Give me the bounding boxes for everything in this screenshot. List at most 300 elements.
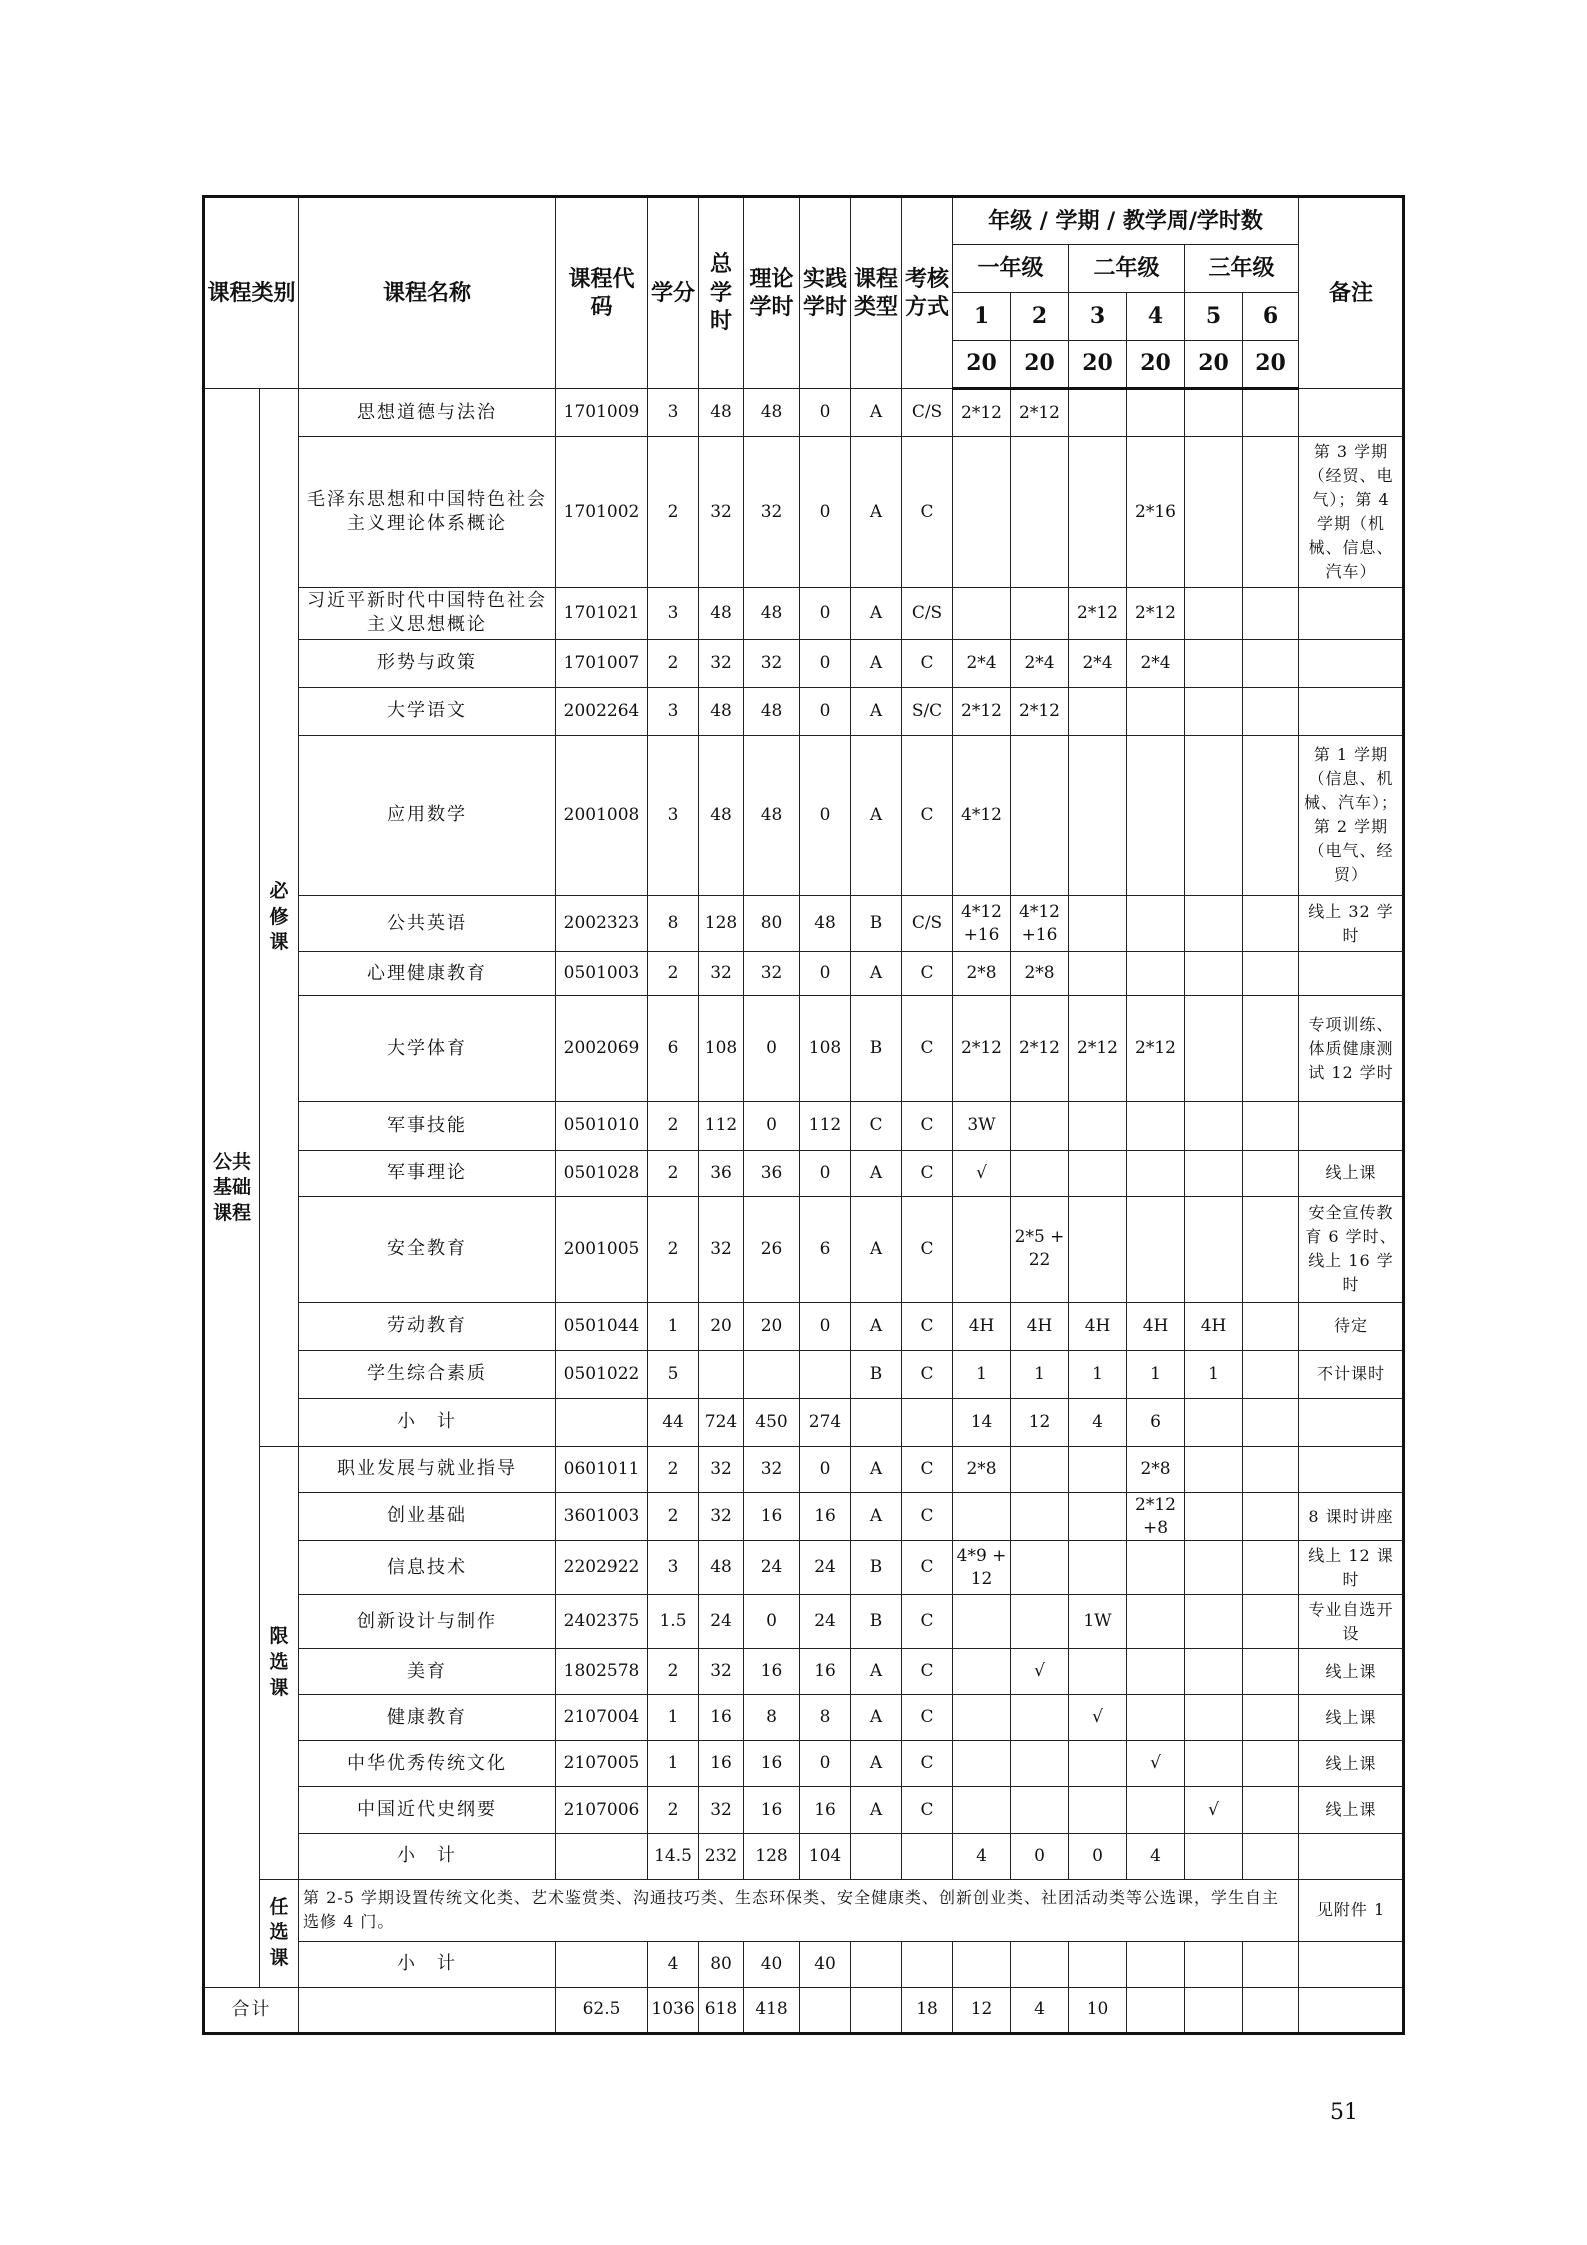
table-row	[204, 1649, 1404, 1695]
semester-2-cell	[1011, 1787, 1069, 1833]
course-code: 2002069	[556, 996, 648, 1102]
semester-3-cell	[1069, 1102, 1127, 1150]
semester-6-cell	[1243, 735, 1299, 895]
course-credit: 14.5	[648, 1833, 699, 1879]
course-credit: 6	[648, 996, 699, 1102]
course-credit: 5	[648, 1350, 699, 1398]
semester-6-cell	[1243, 952, 1299, 996]
course-remark: 8 课时讲座	[1299, 1493, 1404, 1541]
semester-3-cell	[1069, 735, 1127, 895]
course-total-hours: 32	[699, 1787, 744, 1833]
section-elective: 任选课	[260, 1879, 299, 1987]
semester-3-cell	[1069, 687, 1127, 735]
semester-6-cell	[1243, 1741, 1299, 1787]
course-code: 0501010	[556, 1102, 648, 1150]
semester-5-cell	[1185, 952, 1243, 996]
course-name: 形势与政策	[299, 639, 556, 687]
course-code: 0601011	[556, 1446, 648, 1492]
course-code: 2002264	[556, 687, 648, 735]
course-code: 1701002	[556, 437, 648, 587]
header-course-type: 课程类型	[851, 197, 902, 389]
header-credit: 学分	[648, 197, 699, 389]
semester-6-cell	[1243, 996, 1299, 1102]
course-type: A	[851, 1302, 902, 1350]
grand-total-row	[204, 1987, 1404, 2033]
semester-2-cell	[1011, 587, 1069, 639]
course-remark: 专业自选开设	[1299, 1595, 1404, 1649]
course-credit: 1	[648, 1695, 699, 1741]
course-name: 安全教育	[299, 1196, 556, 1302]
elective-description: 第 2-5 学期设置传统文化类、艺术鉴赏类、沟通技巧类、生态环保类、安全健康类、创新创业类、社团活动类等公选课，学生自主选修 4 门。	[299, 1879, 1299, 1941]
course-total-hours: 48	[699, 1541, 744, 1595]
semester-3-cell: 2*12	[1069, 587, 1127, 639]
semester-6-cell	[1243, 1196, 1299, 1302]
elective-remark: 见附件 1	[1299, 1879, 1404, 1941]
semester-1-cell	[953, 1595, 1011, 1649]
course-type: B	[851, 1595, 902, 1649]
course-name: 思想道德与法治	[299, 389, 556, 437]
semester-1-cell	[953, 437, 1011, 587]
table-row	[204, 1787, 1404, 1833]
semester-6-cell	[1243, 1541, 1299, 1595]
semester-6-cell	[1185, 1987, 1243, 2033]
header-remarks: 备注	[1299, 197, 1404, 389]
semester-5-cell: √	[1185, 1787, 1243, 1833]
header-total-hours: 总学时	[699, 197, 744, 389]
course-credit: 1.5	[648, 1595, 699, 1649]
course-practice-hours: 0	[800, 389, 851, 437]
course-code: 3601003	[556, 1493, 648, 1541]
table-row	[204, 1595, 1404, 1649]
empty-cell	[1127, 1941, 1185, 1987]
semester-6-cell	[1243, 1398, 1299, 1446]
course-remark: 线上课	[1299, 1695, 1404, 1741]
semester-6-cell	[1243, 1833, 1299, 1879]
semester-4-cell	[1127, 1595, 1185, 1649]
semester-4-cell	[1127, 1196, 1185, 1302]
course-assessment	[851, 1987, 902, 2033]
course-theory-hours: 128	[744, 1833, 800, 1879]
course-code: 2001005	[556, 1196, 648, 1302]
course-code: 0501022	[556, 1350, 648, 1398]
course-total-hours: 20	[699, 1302, 744, 1350]
semester-5-cell: 4H	[1185, 1302, 1243, 1350]
course-remark: 线上 12 课时	[1299, 1541, 1404, 1595]
empty-cell	[1069, 1941, 1127, 1987]
semester-1-cell	[953, 1196, 1011, 1302]
header-category: 课程类别	[204, 197, 299, 389]
category-public-basic: 公共基础课程	[204, 389, 260, 1987]
semester-6-cell	[1243, 1493, 1299, 1541]
course-practice-hours: 0	[800, 735, 851, 895]
header-name: 课程名称	[299, 197, 556, 389]
course-theory-hours: 32	[744, 639, 800, 687]
semester-2-cell	[1011, 1446, 1069, 1492]
course-credit: 4	[648, 1941, 699, 1987]
course-practice-hours: 24	[800, 1541, 851, 1595]
header-year2: 二年级	[1069, 245, 1185, 293]
table-row	[204, 1541, 1404, 1595]
semester-2-cell: 2*12	[1011, 687, 1069, 735]
semester-4-cell	[1127, 687, 1185, 735]
semester-3-cell	[1069, 1649, 1127, 1695]
course-type: A	[851, 437, 902, 587]
course-credit: 2	[648, 1493, 699, 1541]
semester-2-cell	[1011, 1150, 1069, 1196]
course-remark: 第 3 学期（经贸、电气）；第 4 学期（机械、信息、汽车）	[1299, 437, 1404, 587]
semester-6-cell	[1243, 389, 1299, 437]
semester-3-cell	[1069, 389, 1127, 437]
course-practice-hours: 8	[800, 1695, 851, 1741]
course-assessment: C	[902, 1350, 953, 1398]
course-remark	[1299, 1398, 1404, 1446]
course-assessment: C	[902, 952, 953, 996]
semester-1-cell	[953, 1649, 1011, 1695]
course-assessment: C/S	[902, 587, 953, 639]
semester-4-cell: 2*12	[1127, 996, 1185, 1102]
course-type: A	[851, 389, 902, 437]
semester-5-cell	[1185, 1833, 1243, 1879]
course-code	[556, 1941, 648, 1987]
semester-3-cell: 4	[1011, 1987, 1069, 2033]
table-row	[204, 639, 1404, 687]
semester-1-cell	[953, 587, 1011, 639]
course-code: 0501044	[556, 1302, 648, 1350]
semester-1-cell	[953, 1787, 1011, 1833]
course-practice-hours: 0	[800, 587, 851, 639]
course-type: A	[851, 735, 902, 895]
course-credit: 2	[648, 952, 699, 996]
semester-5-cell	[1185, 1649, 1243, 1695]
table-row	[204, 1446, 1404, 1492]
semester-3-cell: √	[1069, 1695, 1127, 1741]
course-code: 1701021	[556, 587, 648, 639]
course-total-hours: 112	[699, 1102, 744, 1150]
semester-5-cell	[1185, 389, 1243, 437]
table-body	[204, 197, 1404, 2034]
course-code: 2402375	[556, 1595, 648, 1649]
semester-2-cell: 1	[1011, 1350, 1069, 1398]
course-assessment: C	[902, 1741, 953, 1787]
semester-4-cell	[1127, 1787, 1185, 1833]
course-name: 美育	[299, 1649, 556, 1695]
semester-6-cell	[1243, 1102, 1299, 1150]
semester-4-cell: 6	[1127, 1398, 1185, 1446]
semester-1-cell: 2*4	[953, 639, 1011, 687]
semester-6-cell	[1243, 1787, 1299, 1833]
course-code: 2107005	[556, 1741, 648, 1787]
semester-6-cell	[1243, 1649, 1299, 1695]
course-type: A	[851, 1493, 902, 1541]
course-type	[800, 1987, 851, 2033]
course-code: 0501028	[556, 1150, 648, 1196]
course-name: 信息技术	[299, 1541, 556, 1595]
semester-6-cell	[1243, 687, 1299, 735]
course-theory-hours: 80	[744, 896, 800, 952]
course-assessment: C	[902, 1102, 953, 1150]
semester-5-cell	[1185, 437, 1243, 587]
semester-3-cell: 1W	[1069, 1595, 1127, 1649]
course-total-hours: 32	[699, 952, 744, 996]
semester-3-cell	[1069, 437, 1127, 587]
semester-4-cell: 2*16	[1127, 437, 1185, 587]
course-remark	[1299, 639, 1404, 687]
course-assessment: S/C	[902, 687, 953, 735]
semester-2-cell: 4H	[1011, 1302, 1069, 1350]
empty-cell	[953, 1941, 1011, 1987]
course-type: A	[851, 639, 902, 687]
course-total-hours: 16	[699, 1741, 744, 1787]
semester-1-cell: 18	[902, 1987, 953, 2033]
course-theory-hours: 16	[744, 1787, 800, 1833]
course-total-hours: 232	[699, 1833, 744, 1879]
semester-2-cell: 2*4	[1011, 639, 1069, 687]
table-row	[204, 735, 1404, 895]
table-row	[204, 1196, 1404, 1302]
table-row	[204, 587, 1404, 639]
course-assessment: C	[902, 639, 953, 687]
header-weeks: 20	[1011, 341, 1069, 389]
course-name: 创新设计与制作	[299, 1595, 556, 1649]
semester-5-cell	[1185, 735, 1243, 895]
course-name: 大学体育	[299, 996, 556, 1102]
course-theory-hours: 0	[744, 1595, 800, 1649]
course-remark	[1299, 389, 1404, 437]
course-practice-hours: 0	[800, 1741, 851, 1787]
semester-4-cell: 2*12	[1127, 587, 1185, 639]
course-total-hours: 32	[699, 437, 744, 587]
semester-5-cell	[1127, 1987, 1185, 2033]
course-assessment: C	[902, 1493, 953, 1541]
course-theory-hours: 16	[744, 1493, 800, 1541]
course-practice-hours: 0	[800, 1150, 851, 1196]
semester-2-cell: 4*12 +16	[1011, 896, 1069, 952]
course-remark	[1299, 952, 1404, 996]
empty-cell	[902, 1941, 953, 1987]
course-assessment: C	[902, 1196, 953, 1302]
course-code: 1701007	[556, 639, 648, 687]
semester-3-cell	[1069, 896, 1127, 952]
semester-3-cell: 4	[1069, 1398, 1127, 1446]
course-remark	[1299, 1446, 1404, 1492]
course-theory-hours: 20	[744, 1302, 800, 1350]
semester-5-cell: 1	[1185, 1350, 1243, 1398]
semester-6-cell	[1243, 1595, 1299, 1649]
semester-3-cell	[1069, 1493, 1127, 1541]
course-total-hours: 108	[699, 996, 744, 1102]
course-name: 健康教育	[299, 1695, 556, 1741]
course-name: 应用数学	[299, 735, 556, 895]
course-total-hours: 48	[699, 587, 744, 639]
semester-5-cell	[1185, 1102, 1243, 1150]
empty-cell	[851, 1941, 902, 1987]
course-type: A	[851, 1649, 902, 1695]
course-credit: 3	[648, 587, 699, 639]
semester-1-cell: 4H	[953, 1302, 1011, 1350]
course-total-hours: 16	[699, 1695, 744, 1741]
semester-2-cell	[1011, 1493, 1069, 1541]
semester-1-cell: 1	[953, 1350, 1011, 1398]
semester-1-cell: 2*12	[953, 389, 1011, 437]
semester-1-cell	[953, 1741, 1011, 1787]
semester-1-cell: 4*12	[953, 735, 1011, 895]
table-row	[204, 996, 1404, 1102]
course-practice-hours: 0	[800, 952, 851, 996]
course-type: B	[851, 896, 902, 952]
semester-1-cell: 4	[953, 1833, 1011, 1879]
empty-cell	[1299, 1941, 1404, 1987]
course-name: 军事理论	[299, 1150, 556, 1196]
table-row	[204, 1102, 1404, 1150]
course-remark: 线上课	[1299, 1150, 1404, 1196]
course-type: A	[851, 1196, 902, 1302]
grand-total-label: 合计	[204, 1987, 299, 2033]
page-number: 51	[1330, 2100, 1358, 2125]
course-code	[556, 1833, 648, 1879]
course-remark: 不计课时	[1299, 1350, 1404, 1398]
course-name: 职业发展与就业指导	[299, 1446, 556, 1492]
semester-3-cell: 0	[1069, 1833, 1127, 1879]
header-weeks: 20	[1185, 341, 1243, 389]
course-total-hours: 32	[699, 1446, 744, 1492]
course-total-hours: 724	[699, 1398, 744, 1446]
course-code: 1802578	[556, 1649, 648, 1695]
header-semester: 1	[953, 293, 1011, 341]
course-code: 2202922	[556, 1541, 648, 1595]
course-credit: 62.5	[556, 1987, 648, 2033]
course-type: A	[851, 1695, 902, 1741]
course-theory-hours: 40	[744, 1941, 800, 1987]
table-row	[204, 1695, 1404, 1741]
course-credit: 3	[648, 1541, 699, 1595]
course-theory-hours: 24	[744, 1541, 800, 1595]
course-practice-hours: 0	[800, 687, 851, 735]
course-total-hours: 1036	[648, 1987, 699, 2033]
course-type: A	[851, 687, 902, 735]
course-type: A	[851, 1741, 902, 1787]
section-required: 必修课	[260, 389, 299, 1447]
semester-4-cell: 4	[1127, 1833, 1185, 1879]
semester-3-cell: 2*12	[1069, 996, 1127, 1102]
semester-5-cell	[1185, 687, 1243, 735]
course-remark: 待定	[1299, 1302, 1404, 1350]
semester-4-cell	[1127, 1695, 1185, 1741]
course-total-hours	[699, 1350, 744, 1398]
semester-4-cell: 2*8	[1127, 1446, 1185, 1492]
course-practice-hours: 6	[800, 1196, 851, 1302]
semester-1-cell: 4*9 +12	[953, 1541, 1011, 1595]
course-name: 创业基础	[299, 1493, 556, 1541]
header-weeks: 20	[953, 341, 1011, 389]
table-row	[204, 1350, 1404, 1398]
course-name: 小 计	[299, 1833, 556, 1879]
header-semester: 4	[1127, 293, 1185, 341]
course-assessment: C	[902, 1595, 953, 1649]
semester-2-cell	[1011, 1695, 1069, 1741]
semester-2-cell: 0	[1011, 1833, 1069, 1879]
semester-4-cell	[1127, 1541, 1185, 1595]
section-limited: 限选课	[260, 1446, 299, 1879]
course-practice-hours: 274	[800, 1398, 851, 1446]
course-total-hours: 128	[699, 896, 744, 952]
course-remark: 安全宣传教育 6 学时、线上 16 学时	[1299, 1196, 1404, 1302]
semester-3-cell	[1069, 1541, 1127, 1595]
course-theory-hours: 450	[744, 1398, 800, 1446]
semester-6-cell	[1243, 1302, 1299, 1350]
table-row	[204, 952, 1404, 996]
course-code	[299, 1987, 556, 2033]
semester-2-cell	[1011, 1595, 1069, 1649]
semester-2-cell: 12	[953, 1987, 1011, 2033]
semester-4-cell: 2*4	[1127, 639, 1185, 687]
course-remark	[1243, 1987, 1299, 2033]
table-row	[204, 896, 1404, 952]
course-name: 小 计	[299, 1398, 556, 1446]
course-theory-hours: 48	[744, 389, 800, 437]
course-total-hours: 48	[699, 687, 744, 735]
course-assessment	[902, 1833, 953, 1879]
table-row	[204, 687, 1404, 735]
course-theory-hours: 48	[744, 687, 800, 735]
table-row	[204, 389, 1404, 437]
header-semester: 3	[1069, 293, 1127, 341]
course-name: 学生综合素质	[299, 1350, 556, 1398]
semester-4-cell: 2*12 +8	[1127, 1493, 1185, 1541]
course-assessment: C/S	[902, 896, 953, 952]
course-theory-hours: 0	[744, 1102, 800, 1150]
course-remark: 专项训练、体质健康测试 12 学时	[1299, 996, 1404, 1102]
course-practice-hours: 0	[800, 1302, 851, 1350]
header-weeks: 20	[1127, 341, 1185, 389]
header-semester: 2	[1011, 293, 1069, 341]
course-type: A	[851, 1150, 902, 1196]
course-type: A	[851, 1446, 902, 1492]
course-type	[851, 1833, 902, 1879]
course-type: B	[851, 1350, 902, 1398]
course-total-hours: 32	[699, 1196, 744, 1302]
course-credit: 2	[648, 1196, 699, 1302]
course-practice-hours: 418	[744, 1987, 800, 2033]
course-type: C	[851, 1102, 902, 1150]
semester-4-cell	[1127, 1102, 1185, 1150]
header-weeks: 20	[1243, 341, 1299, 389]
course-code: 2002323	[556, 896, 648, 952]
course-credit: 2	[648, 1787, 699, 1833]
course-name: 中国近代史纲要	[299, 1787, 556, 1833]
semester-3-cell	[1069, 1150, 1127, 1196]
header-schedule: 年级 / 学期 / 教学周/学时数	[953, 197, 1299, 245]
course-practice-hours: 104	[800, 1833, 851, 1879]
course-credit: 3	[648, 687, 699, 735]
semester-4-cell	[1127, 1649, 1185, 1695]
semester-2-cell: 2*12	[1011, 389, 1069, 437]
header-semester: 6	[1243, 293, 1299, 341]
course-assessment: C/S	[902, 389, 953, 437]
semester-6-cell	[1243, 1150, 1299, 1196]
header-theory-hours: 理论学时	[744, 197, 800, 389]
semester-5-cell	[1185, 1741, 1243, 1787]
course-practice-hours: 0	[800, 639, 851, 687]
table-row	[204, 1302, 1404, 1350]
semester-2-cell: 2*8	[1011, 952, 1069, 996]
semester-4-cell	[1127, 735, 1185, 895]
semester-1-cell: 2*12	[953, 996, 1011, 1102]
semester-3-cell	[1069, 1446, 1127, 1492]
semester-6-cell	[1243, 437, 1299, 587]
semester-4-cell: 10	[1069, 1987, 1127, 2033]
semester-5-cell	[1185, 1595, 1243, 1649]
course-theory-hours: 48	[744, 587, 800, 639]
